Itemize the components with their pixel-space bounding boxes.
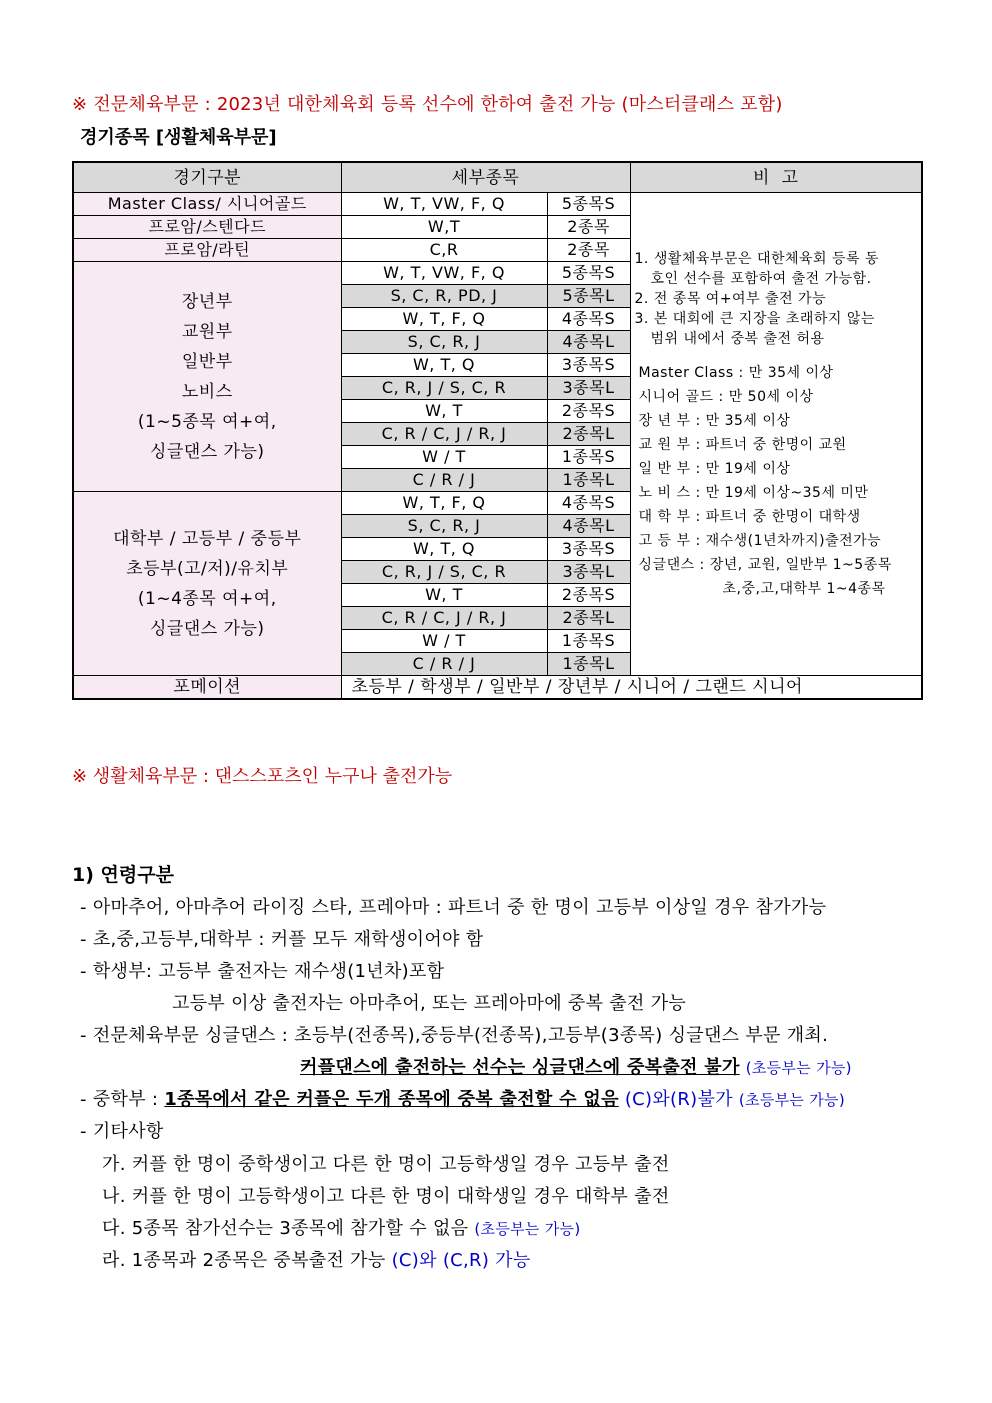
rule-singledance-cont (300, 1053, 852, 1079)
age-section-title: 1) 연령구분 (72, 864, 174, 886)
events-cell: C, R / C, J / R, J (341, 423, 547, 446)
count-cell: 1종목L (547, 469, 630, 492)
rule-other-d (102, 1246, 531, 1272)
category-line: 노비스 (181, 381, 233, 402)
rule-other: - 기타사항 (80, 1121, 164, 1142)
age-criteria-line: 교 원 부 : 파트너 중 한명이 교원 (638, 437, 847, 453)
age-criteria (635, 361, 918, 601)
rule-middle-underline: 1종목에서 같은 커플은 두개 종목에 중복 출전할 수 없음 (164, 1089, 619, 1110)
category-line: (1~4종목 여+여, (137, 588, 277, 609)
events-cell: W / T (341, 446, 547, 469)
category-line: 대학부 / 고등부 / 중등부 (113, 528, 302, 549)
category-cell: 프로암/스텐다드 (73, 216, 341, 239)
category-line: (1~5종목 여+여, (137, 411, 277, 432)
remark-line: 1. 생활체육부문은 대한체육회 등록 동 (634, 251, 880, 267)
rule-singledance: - 전문체육부문 싱글댄스 : 초등부(전종목),중등부(전종목),고등부(3종목) 싱글댄스 부문 개최. (80, 1025, 829, 1046)
remarks-cell (630, 193, 922, 676)
header-category: 경기구분 (73, 162, 341, 193)
category-line: 장년부 (181, 291, 233, 312)
formation-value: 초등부 / 학생부 / 일반부 / 장년부 / 시니어 / 그랜드 시니어 (341, 676, 922, 700)
section-subtitle: 경기종목 [생활체육부문] (80, 127, 277, 148)
rule-singledance-underline: 커플댄스에 출전하는 선수는 싱글댄스에 중복출전 불가 (300, 1057, 740, 1078)
count-cell: 4종목L (547, 515, 630, 538)
count-cell: 5종목S (547, 193, 630, 216)
count-cell: 2종목S (547, 400, 630, 423)
count-cell: 3종목L (547, 377, 630, 400)
count-cell: 2종목S (547, 584, 630, 607)
category-cell: 프로암/라틴 (73, 239, 341, 262)
header-events: 세부종목 (341, 162, 630, 193)
events-cell: C / R / J (341, 653, 547, 676)
events-cell: W / T (341, 630, 547, 653)
notice-professional: ※ 전문체육부문 : 2023년 대한체육회 등록 선수에 한하여 출전 가능 (마스터클래스 포함) (72, 94, 783, 115)
count-cell: 2종목 (547, 216, 630, 239)
age-criteria-line: 초,중,고,대학부 1~4종목 (722, 581, 886, 597)
rule-middle-exception: (초등부는 가능) (738, 1091, 846, 1109)
rule-other-c (102, 1214, 581, 1240)
category-line: 초등부(고/저)/유치부 (126, 558, 289, 579)
rule-other-d-note: (C)와 (C,R) 가능 (391, 1250, 531, 1271)
age-criteria-line: Master Class : 만 35세 이상 (638, 365, 834, 381)
count-cell: 3종목L (547, 561, 630, 584)
rule-student-div-cont: 고등부 이상 출전자는 아마추어, 또는 프레아마에 중복 출전 가능 (172, 993, 687, 1014)
age-criteria-line: 일 반 부 : 만 19세 이상 (638, 461, 791, 477)
formation-label: 포메이션 (73, 676, 341, 700)
remark-line: 호인 선수를 포함하여 출전 가능함. (650, 271, 872, 287)
count-cell: 1종목S (547, 446, 630, 469)
events-cell: C,R (341, 239, 547, 262)
count-cell: 5종목S (547, 262, 630, 285)
formation-row (73, 676, 922, 700)
events-cell: S, C, R, J (341, 331, 547, 354)
count-cell: 1종목S (547, 630, 630, 653)
events-cell: W, T, F, Q (341, 492, 547, 515)
events-cell: W, T, Q (341, 354, 547, 377)
events-cell: S, C, R, PD, J (341, 285, 547, 308)
count-cell: 1종목L (547, 653, 630, 676)
category-line: 교원부 (181, 321, 233, 342)
events-cell: W, T, F, Q (341, 308, 547, 331)
events-cell: C / R / J (341, 469, 547, 492)
count-cell: 2종목 (547, 239, 630, 262)
remarks-list (635, 249, 918, 349)
header-remarks: 비 고 (630, 162, 922, 193)
count-cell: 4종목L (547, 331, 630, 354)
remark-line: 3. 본 대회에 큰 지장을 초래하지 않는 (634, 311, 875, 327)
rule-other-c-text: 다. 5종목 참가선수는 3종목에 참가할 수 없음 (102, 1218, 469, 1239)
category-line: 싱글댄스 가능) (149, 441, 265, 462)
events-cell: S, C, R, J (341, 515, 547, 538)
category-group-cell (73, 492, 341, 676)
notice-lifestyle: ※ 생활체육부문 : 댄스스포츠인 누구나 출전가능 (72, 766, 453, 787)
events-cell: W, T, VW, F, Q (341, 262, 547, 285)
remark-line: 2. 전 종목 여+여부 출전 가능 (634, 291, 827, 307)
count-cell: 3종목S (547, 354, 630, 377)
rule-singledance-exception: (초등부는 가능) (745, 1059, 852, 1077)
rule-middle-label: - 중학부 : (80, 1089, 165, 1110)
age-criteria-line: 싱글댄스 : 장년, 교원, 일반부 1~5종목 (638, 557, 892, 573)
rule-student-div: - 학생부: 고등부 출전자는 재수생(1년차)포함 (80, 961, 445, 982)
events-table (72, 161, 923, 700)
remark-line: 범위 내에서 중복 출전 허용 (650, 331, 825, 347)
rule-other-c-exception: (초등부는 가능) (474, 1220, 581, 1238)
count-cell: 5종목L (547, 285, 630, 308)
events-cell: W, T (341, 584, 547, 607)
rule-amateur: - 아마추어, 아마추어 라이징 스타, 프레아마 : 파트너 중 한 명이 고등부 이상일 경우 참가가능 (80, 897, 827, 918)
rule-students: - 초,중,고등부,대학부 : 커플 모두 재학생이어야 함 (80, 929, 484, 950)
category-group-cell (73, 262, 341, 492)
events-cell: C, R / C, J / R, J (341, 607, 547, 630)
events-cell: C, R, J / S, C, R (341, 561, 547, 584)
category-line: 싱글댄스 가능) (149, 618, 265, 639)
age-criteria-line: 장 년 부 : 만 35세 이상 (638, 413, 791, 429)
category-line: 일반부 (181, 351, 233, 372)
category-cell: Master Class/ 시니어골드 (73, 193, 341, 216)
age-criteria-line: 시니어 골드 : 만 50세 이상 (638, 389, 814, 405)
count-cell: 2종목L (547, 607, 630, 630)
events-cell: W,T (341, 216, 547, 239)
rule-other-a: 가. 커플 한 명이 중학생이고 다른 한 명이 고등학생일 경우 고등부 출전 (102, 1154, 670, 1175)
rule-other-b: 나. 커플 한 명이 고등학생이고 다른 한 명이 대학생일 경우 대학부 출전 (102, 1186, 670, 1207)
rule-middle-school (80, 1085, 845, 1111)
events-cell: W, T, VW, F, Q (341, 193, 547, 216)
count-cell: 4종목S (547, 492, 630, 515)
events-cell: C, R, J / S, C, R (341, 377, 547, 400)
count-cell: 4종목S (547, 308, 630, 331)
table-row (73, 193, 922, 216)
age-criteria-line: 고 등 부 : 재수생(1년차까지)출전가능 (638, 533, 882, 549)
count-cell: 2종목L (547, 423, 630, 446)
age-criteria-line: 대 학 부 : 파트너 중 한명이 대학생 (638, 509, 861, 525)
rule-other-d-text: 라. 1종목과 2종목은 중복출전 가능 (102, 1250, 386, 1271)
events-cell: W, T (341, 400, 547, 423)
events-cell: W, T, Q (341, 538, 547, 561)
count-cell: 3종목S (547, 538, 630, 561)
age-criteria-line: 노 비 스 : 만 19세 이상~35세 미만 (638, 485, 869, 501)
rule-middle-note: (C)와(R)불가 (624, 1089, 733, 1110)
